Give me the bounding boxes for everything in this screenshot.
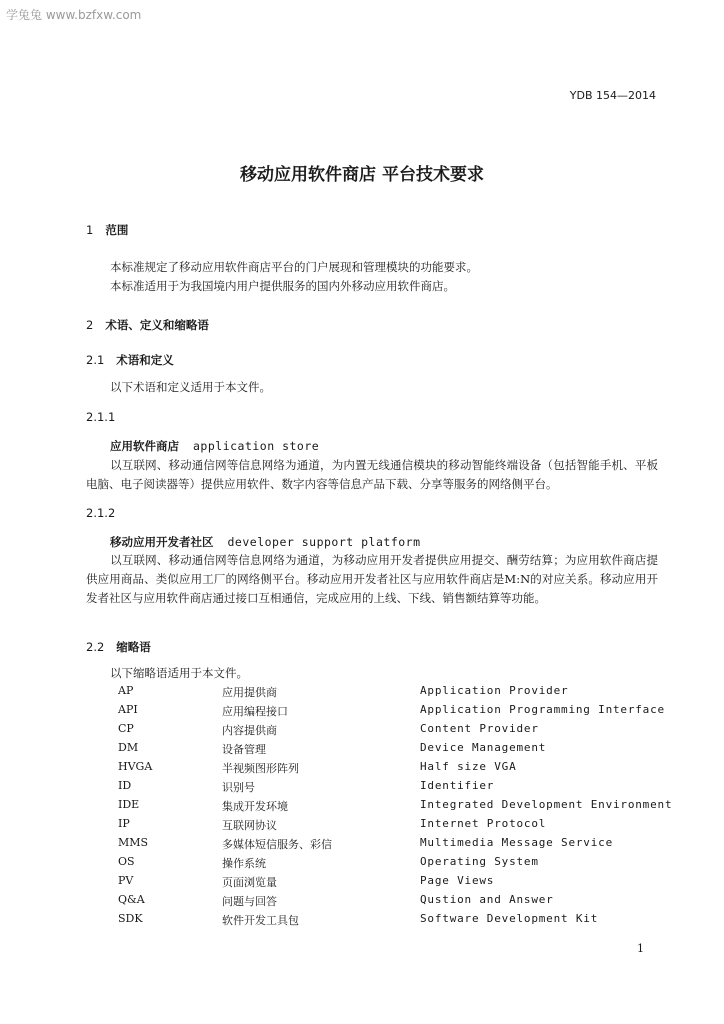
term-en: developer support platform (227, 535, 421, 549)
abbreviation-chinese: 互联网协议 (222, 819, 277, 832)
abbreviation-english: Page Views (420, 874, 495, 887)
abbreviation: API (118, 703, 138, 716)
abbreviation-chinese: 识别号 (222, 781, 255, 794)
term-developer-support-platform (110, 534, 421, 550)
abbreviation: OS (118, 855, 135, 868)
document-title: 移动应用软件商店 平台技术要求 (240, 165, 484, 185)
section-2-heading (86, 317, 209, 333)
definition-developer-support-platform (86, 551, 658, 608)
scope-line-1: 本标准规定了移动应用软件商店平台的门户展现和管理模块的功能要求。 (110, 260, 478, 274)
abbreviation-chinese: 半视频图形阵列 (222, 762, 299, 775)
abbreviation: SDK (118, 912, 143, 925)
abbreviation-chinese: 页面浏览量 (222, 876, 277, 889)
section-2-1-1-number: 2.1.1 (86, 410, 116, 424)
abbreviation: PV (118, 874, 134, 887)
definition-text: 以互联网、移动通信网等信息网络为通道，为移动应用开发者提供应用提交、酬劳结算；为应用软件商店提供应用商品、类似应用工厂的网络侧平台。移动应用开发者社区与应用软件商店是M:N的对应关系。移动应用开发者社区与应用软件商店通过接口互相通信，完成应用的上线、下线、销售额结算等功能。 (86, 553, 658, 605)
abbreviation-english: Content Provider (420, 722, 539, 735)
abbreviation-english: Multimedia Message Service (420, 836, 613, 849)
page-number: 1 (637, 942, 644, 955)
abbreviation-english: Software Development Kit (420, 912, 599, 925)
abbreviation-chinese: 问题与回答 (222, 895, 277, 908)
watermark: 学兔兔 www.bzfxw.com (6, 8, 142, 22)
section-2-2-heading (86, 639, 151, 655)
abbreviation: AP (118, 684, 134, 697)
section-number: 2 (86, 318, 94, 332)
abbreviations-intro: 以下缩略语适用于本文件。 (110, 666, 248, 680)
abbreviation-english: Device Management (420, 741, 547, 754)
abbreviation: ID (118, 779, 132, 792)
section-title: 范围 (105, 223, 129, 237)
abbreviation: HVGA (118, 760, 153, 773)
abbreviation-chinese: 多媒体短信服务、彩信 (222, 838, 332, 851)
abbreviation-english: Qustion and Answer (420, 893, 554, 906)
abbreviation: IDE (118, 798, 140, 811)
definition-text: 以互联网、移动通信网等信息网络为通道，为内置无线通信模块的移动智能终端设备（包括智能手机、平板电脑、电子阅读器等）提供应用软件、数字内容等信息产品下载、分享等服务的网络侧平台。 (86, 458, 658, 491)
abbreviation-english: Application Programming Interface (420, 703, 665, 716)
section-2-1-heading (86, 352, 174, 368)
section-title: 术语、定义和缩略语 (105, 318, 209, 332)
terms-intro: 以下术语和定义适用于本文件。 (110, 380, 271, 394)
term-cn: 移动应用开发者社区 (110, 535, 214, 549)
abbreviation: Q&A (118, 893, 145, 906)
abbreviation-chinese: 内容提供商 (222, 724, 277, 737)
section-number: 1 (86, 223, 94, 237)
abbreviation-chinese: 集成开发环境 (222, 800, 288, 813)
section-2-1-2-number: 2.1.2 (86, 506, 116, 520)
abbreviation-english: Internet Protocol (420, 817, 547, 830)
abbreviation: MMS (118, 836, 149, 849)
section-title: 术语和定义 (116, 353, 174, 367)
abbreviation-chinese: 软件开发工具包 (222, 914, 299, 927)
term-cn: 应用软件商店 (110, 439, 179, 453)
abbreviation-english: Integrated Development Environment (420, 798, 673, 811)
abbreviation: CP (118, 722, 134, 735)
term-en: application store (193, 439, 320, 453)
scope-line-2: 本标准适用于为我国境内用户提供服务的国内外移动应用软件商店。 (110, 279, 455, 293)
definition-application-store (86, 456, 658, 494)
abbreviation-chinese: 应用编程接口 (222, 705, 288, 718)
abbreviation-english: Identifier (420, 779, 495, 792)
abbreviation-english: Application Provider (420, 684, 569, 697)
abbreviation-english: Operating System (420, 855, 539, 868)
document-number: YDB 154—2014 (569, 89, 656, 102)
abbreviation-chinese: 操作系统 (222, 857, 266, 870)
section-title: 缩略语 (116, 640, 151, 654)
abbreviation: IP (118, 817, 130, 830)
abbreviation-chinese: 应用提供商 (222, 686, 277, 699)
abbreviation-english: Half size VGA (420, 760, 517, 773)
section-number: 2.1 (86, 353, 105, 367)
abbreviation: DM (118, 741, 139, 754)
abbreviation-chinese: 设备管理 (222, 743, 266, 756)
section-1-heading (86, 222, 128, 238)
term-application-store (110, 438, 319, 454)
section-number: 2.2 (86, 640, 105, 654)
